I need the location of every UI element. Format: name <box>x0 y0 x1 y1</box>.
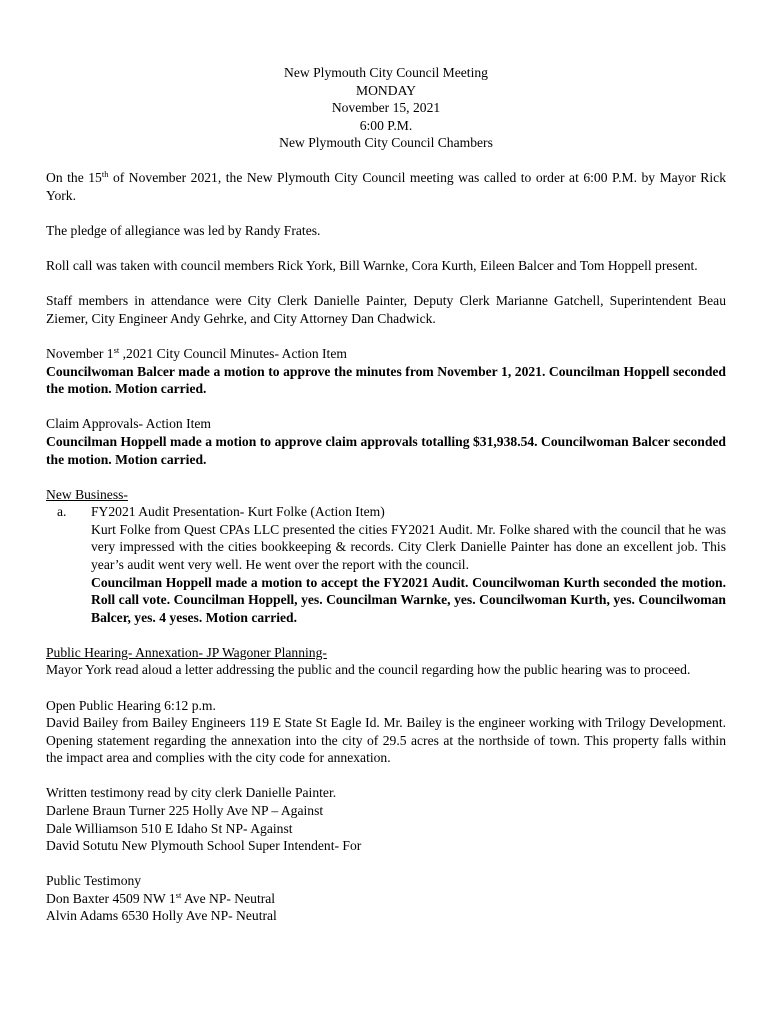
header-time: 6:00 P.M. <box>359 117 413 133</box>
open-hearing-section <box>46 697 726 767</box>
header-location: New Plymouth City Council Chambers <box>279 135 493 151</box>
minutes-motion: Councilwoman Balcer made a motion to approve the minutes from November 1, 2021. Councilman Hoppell seconded the motion. Motion carried. <box>46 363 726 397</box>
public-hearing-text: Mayor York read aloud a letter addressing the public and the council regarding how the public hearing was to proceed. <box>46 662 691 678</box>
new-business-heading: New Business- <box>46 486 128 502</box>
header-title: New Plymouth City Council Meeting <box>284 65 488 80</box>
opening-paragraph: On the 15th of November 2021, the New Plymouth City Council meeting was called to order at 6:00 P.M. by Mayor Rick York. <box>46 169 726 204</box>
public-hearing-section <box>46 644 726 679</box>
claims-title: Claim Approvals- Action Item <box>46 416 211 432</box>
minutes-title: November 1st ,2021 City Council Minutes- Action Item <box>46 345 347 362</box>
pledge-paragraph: The pledge of allegiance was led by Randy Frates. <box>46 223 321 239</box>
testimony-entry: Alvin Adams 6530 Holly Ave NP- Neutral <box>46 908 277 924</box>
roll-call-paragraph: Roll call was taken with council members Rick York, Bill Warnke, Cora Kurth, Eileen Balcer and Tom Hoppell present. <box>46 258 698 274</box>
list-marker: a. <box>57 504 67 520</box>
written-testimony-title: Written testimony read by city clerk Danielle Painter. <box>46 785 337 801</box>
document-page <box>46 64 726 925</box>
header-date: November 15, 2021 <box>331 100 441 116</box>
testimony-entry: David Sotutu New Plymouth School Super Intendent- For <box>46 838 362 854</box>
staff-paragraph: Staff members in attendance were City Clerk Danielle Painter, Deputy Clerk Marianne Gatchell, Superintendent Beau Ziemer, City Engineer Andy Gehrke, and City Attorney Dan Chadwick. <box>46 293 726 326</box>
audit-item-motion: Councilman Hoppell made a motion to accept the FY2021 Audit. Councilwoman Kurth seconded the motion. Roll call vote. Councilman Hoppell, yes. Councilman Warnke, yes. Councilwoman Kurth, yes. Councilwoman Balcer, yes. 4 yeses. Motion carried. <box>91 574 726 625</box>
testimony-entry: Don Baxter 4509 NW 1st Ave NP- Neutral <box>46 889 276 906</box>
testimony-entry: Dale Williamson 510 E Idaho St NP- Against <box>46 820 293 836</box>
claims-motion: Councilman Hoppell made a motion to approve claim approvals totalling $31,938.54. Councilwoman Balcer seconded the motion. Motion carried. <box>46 433 726 467</box>
public-hearing-heading: Public Hearing- Annexation- JP Wagoner Planning- <box>46 644 327 660</box>
open-hearing-text: David Bailey from Bailey Engineers 119 E State St Eagle Id. Mr. Bailey is the engineer working with Trilogy Development. Opening statement regarding the annexation into the city of 29.5 acres at the northside of town. This property falls within the impact area and complies with the city code for annexation. <box>46 715 726 766</box>
claims-section <box>46 415 726 468</box>
testimony-entry: Darlene Braun Turner 225 Holly Ave NP – Against <box>46 803 324 818</box>
list-item <box>46 503 726 626</box>
public-testimony-section <box>46 872 726 925</box>
meeting-header <box>46 64 726 152</box>
public-testimony-title: Public Testimony <box>46 873 142 889</box>
new-business-section <box>46 486 726 627</box>
audit-item-body: Kurt Folke from Quest CPAs LLC presented the cities FY2021 Audit. Mr. Folke shared with the council that he was very impressed with the cities bookkeeping & records. City Clerk Danielle Painter has done an excellent job. This year’s audit went very well. He went over the report with the council. <box>91 521 726 572</box>
header-day: MONDAY <box>356 82 416 98</box>
written-testimony-section <box>46 784 726 854</box>
open-hearing-title: Open Public Hearing 6:12 p.m. <box>46 697 216 713</box>
minutes-section <box>46 345 726 398</box>
audit-item-title: FY2021 Audit Presentation- Kurt Folke (Action Item) <box>91 504 385 520</box>
